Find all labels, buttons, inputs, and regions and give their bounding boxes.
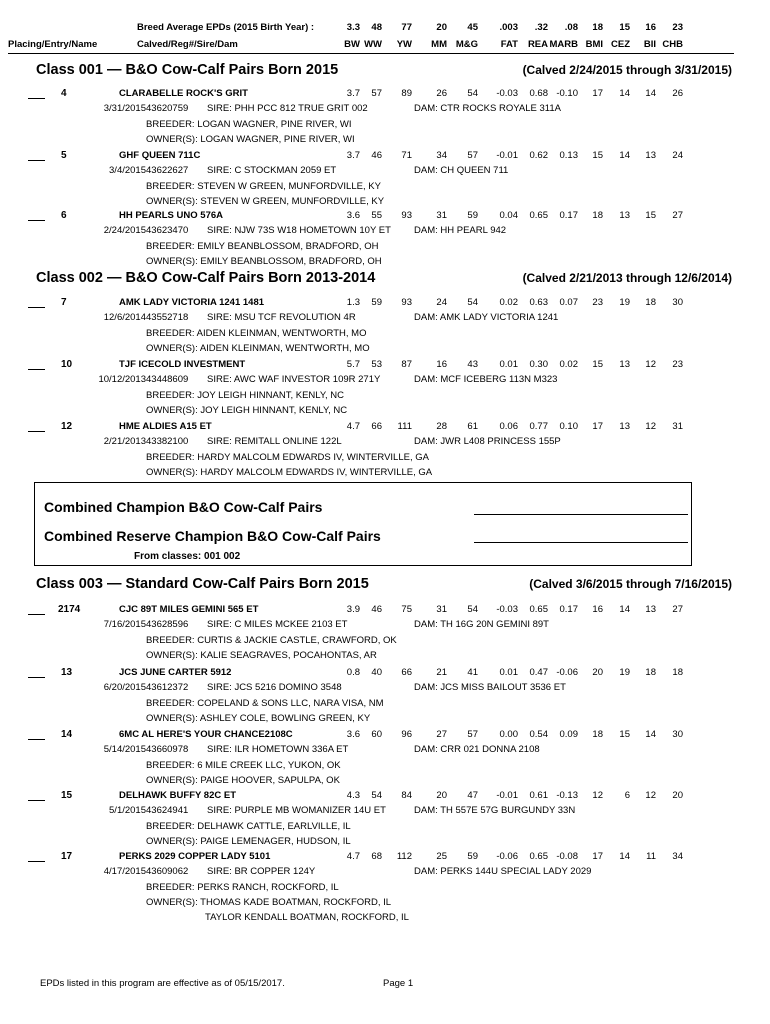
animal-name: TJF ICECOLD INVESTMENT xyxy=(119,359,246,370)
breeder: BREEDER: HARDY MALCOLM EDWARDS IV, WINTERVILLE, GA xyxy=(146,451,429,463)
entry-number: 7 xyxy=(61,297,67,308)
epd-column-header: MM xyxy=(431,39,447,50)
entry-number: 2174 xyxy=(58,604,81,615)
animal-name: CLARABELLE ROCK'S GRIT xyxy=(119,88,248,99)
owner-additional: TAYLOR KENDALL BOATMAN, ROCKFORD, IL xyxy=(205,912,409,924)
sire: SIRE: ILR HOMETOWN 336A ET xyxy=(207,744,349,756)
epd-value: 0.07 xyxy=(559,297,578,308)
breed-average-value: 77 xyxy=(401,22,412,33)
entry-number: 15 xyxy=(61,790,73,801)
epd-value: 0.01 xyxy=(499,359,518,370)
epd-value: 93 xyxy=(401,210,412,221)
sire: SIRE: JCS 5216 DOMINO 3548 xyxy=(207,682,342,694)
calved-date: 2/21/2013 xyxy=(103,436,146,448)
owner: OWNER(S): STEVEN W GREEN, MUNFORDVILLE, KY xyxy=(146,195,385,207)
breed-average-value: 45 xyxy=(467,22,478,33)
animal-name: HME ALDIES A15 ET xyxy=(119,421,212,432)
epd-value: 17 xyxy=(592,421,603,432)
epd-value: 66 xyxy=(371,421,382,432)
sire: SIRE: NJW 73S W18 HOMETOWN 10Y ET xyxy=(207,225,391,237)
epd-value: 96 xyxy=(401,729,412,740)
epd-value: -0.08 xyxy=(556,851,578,862)
sire: SIRE: AWC WAF INVESTOR 109R 271Y xyxy=(207,374,381,386)
class-title: Class 003 — Standard Cow-Calf Pairs Born 2015 xyxy=(36,576,369,592)
calved-date: 2/24/2015 xyxy=(103,225,146,237)
epd-value: 16 xyxy=(592,604,603,615)
epd-column-header: BMI xyxy=(585,39,603,50)
placing-blank[interactable] xyxy=(28,861,45,862)
placing-blank[interactable] xyxy=(28,614,45,615)
placing-blank[interactable] xyxy=(28,160,45,161)
breed-average-value: 3.3 xyxy=(346,22,360,33)
breeder: BREEDER: LOGAN WAGNER, PINE RIVER, WI xyxy=(146,118,352,130)
sire: SIRE: REMITALL ONLINE 122L xyxy=(207,436,342,448)
epd-value: 61 xyxy=(467,421,478,432)
epd-value: 75 xyxy=(401,604,412,615)
epd-value: 0.01 xyxy=(499,667,518,678)
epd-value: 13 xyxy=(645,150,656,161)
epd-value: 55 xyxy=(371,210,382,221)
epd-value: 18 xyxy=(645,667,656,678)
epd-value: -0.06 xyxy=(556,667,578,678)
epd-value: 41 xyxy=(467,667,478,678)
epd-value: 0.65 xyxy=(529,604,548,615)
epd-column-header: WW xyxy=(364,39,382,50)
epd-value: 3.6 xyxy=(346,210,360,221)
epd-value: 27 xyxy=(436,729,447,740)
epd-value: -0.01 xyxy=(496,150,518,161)
entry-number: 6 xyxy=(61,210,67,221)
epd-value: 0.8 xyxy=(346,667,360,678)
epd-value: 13 xyxy=(619,210,630,221)
breeder: BREEDER: CURTIS & JACKIE CASTLE, CRAWFORD, OK xyxy=(146,634,397,646)
entry-number: 17 xyxy=(61,851,73,862)
owner: OWNER(S): JOY LEIGH HINNANT, KENLY, NC xyxy=(146,404,348,416)
epd-value: 0.04 xyxy=(499,210,518,221)
placing-blank[interactable] xyxy=(28,369,45,370)
epd-value: 1.3 xyxy=(346,297,360,308)
animal-name: DELHAWK BUFFY 82C ET xyxy=(119,790,237,801)
epd-value: 0.02 xyxy=(559,359,578,370)
sire: SIRE: MSU TCF REVOLUTION 4R xyxy=(207,312,356,324)
entry-number: 14 xyxy=(61,729,73,740)
epd-column-header: M&G xyxy=(455,39,478,50)
epd-value: 17 xyxy=(592,88,603,99)
epd-value: 14 xyxy=(619,88,630,99)
class-date-range: (Calved 2/24/2015 through 3/31/2015) xyxy=(522,63,732,77)
epd-value: -0.01 xyxy=(496,790,518,801)
epd-value: 15 xyxy=(619,729,630,740)
class-title: Class 002 — B&O Cow-Calf Pairs Born 2013-2014 xyxy=(36,270,376,286)
epd-value: 54 xyxy=(371,790,382,801)
dam: DAM: AMK LADY VICTORIA 1241 xyxy=(414,312,559,324)
epd-value: 71 xyxy=(401,150,412,161)
sire: SIRE: PHH PCC 812 TRUE GRIT 002 xyxy=(207,103,368,115)
epd-value: 4.3 xyxy=(346,790,360,801)
epd-value: 59 xyxy=(467,210,478,221)
entry-number: 10 xyxy=(61,359,73,370)
breed-average-value: .08 xyxy=(564,22,578,33)
owner: OWNER(S): HARDY MALCOLM EDWARDS IV, WINTERVILLE, GA xyxy=(146,466,433,478)
calved-date: 3/31/2015 xyxy=(103,103,146,115)
epd-value: 25 xyxy=(436,851,447,862)
epd-value: 3.9 xyxy=(346,604,360,615)
sire: SIRE: BR COPPER 124Y xyxy=(207,866,316,878)
epd-value: 46 xyxy=(371,604,382,615)
epd-value: 57 xyxy=(467,150,478,161)
breeder: BREEDER: JOY LEIGH HINNANT, KENLY, NC xyxy=(146,389,344,401)
breed-average-label: Breed Average EPDs (2015 Birth Year) : xyxy=(137,22,315,33)
registration-number: 43609062 xyxy=(146,866,189,878)
breeder: BREEDER: DELHAWK CATTLE, EARLVILLE, IL xyxy=(146,820,351,832)
epd-value: -0.03 xyxy=(496,604,518,615)
epd-value: 16 xyxy=(436,359,447,370)
calved-date: 3/4/2015 xyxy=(109,165,146,177)
epd-value: 13 xyxy=(645,604,656,615)
epd-value: 14 xyxy=(645,729,656,740)
dam: DAM: CH QUEEN 711 xyxy=(414,165,509,177)
registration-number: 43660978 xyxy=(146,744,189,756)
epd-value: 6 xyxy=(624,790,630,801)
epd-value: 12 xyxy=(645,790,656,801)
breeder: BREEDER: COPELAND & SONS LLC, NARA VISA, NM xyxy=(146,697,384,709)
epd-value: 0.65 xyxy=(529,210,548,221)
epd-value: 20 xyxy=(592,667,603,678)
page-number: Page 1 xyxy=(383,978,414,989)
dam: DAM: MCF ICEBERG 113N M323 xyxy=(414,374,558,386)
epd-value: 87 xyxy=(401,359,412,370)
breed-average-value: 20 xyxy=(436,22,447,33)
epd-value: 0.62 xyxy=(529,150,548,161)
registration-number: 43382100 xyxy=(146,436,189,448)
epd-value: 53 xyxy=(371,359,382,370)
epd-column-header: FAT xyxy=(500,39,518,50)
sire: SIRE: PURPLE MB WOMANIZER 14U ET xyxy=(207,805,386,817)
epd-value: 20 xyxy=(436,790,447,801)
epd-value: 68 xyxy=(371,851,382,862)
column-header-calved: Calved/Reg#/Sire/Dam xyxy=(137,39,238,50)
epd-value: 0.17 xyxy=(559,210,578,221)
epd-value: 27 xyxy=(672,210,683,221)
epd-value: 59 xyxy=(467,851,478,862)
dam: DAM: JWR L408 PRINCESS 155P xyxy=(414,436,561,448)
epd-value: 14 xyxy=(619,851,630,862)
owner: OWNER(S): LOGAN WAGNER, PINE RIVER, WI xyxy=(146,133,355,145)
footer-note: EPDs listed in this program are effective as of 05/15/2017. xyxy=(40,978,285,989)
epd-column-header: BII xyxy=(643,39,656,50)
epd-value: 0.63 xyxy=(529,297,548,308)
epd-value: 15 xyxy=(645,210,656,221)
epd-value: -0.03 xyxy=(496,88,518,99)
registration-number: 43612372 xyxy=(146,682,189,694)
epd-value: 17 xyxy=(592,851,603,862)
class-date-range: (Calved 3/6/2015 through 7/16/2015) xyxy=(529,577,732,591)
epd-value: 0.47 xyxy=(529,667,548,678)
dam: DAM: TH 16G 20N GEMINI 89T xyxy=(414,619,549,631)
breed-average-value: 48 xyxy=(371,22,382,33)
epd-value: 14 xyxy=(645,88,656,99)
calved-date: 5/14/2015 xyxy=(103,744,146,756)
reserve-champion-blank xyxy=(474,542,688,543)
epd-value: 111 xyxy=(397,421,412,432)
epd-value: 3.6 xyxy=(346,729,360,740)
registration-number: 43620759 xyxy=(146,103,189,115)
dam: DAM: JCS MISS BAILOUT 3536 ET xyxy=(414,682,566,694)
epd-value: 12 xyxy=(645,421,656,432)
epd-column-header: CEZ xyxy=(611,39,630,50)
breed-average-value: .003 xyxy=(499,22,518,33)
epd-value: 24 xyxy=(436,297,447,308)
epd-value: -0.06 xyxy=(496,851,518,862)
sire: SIRE: C MILES MCKEE 2103 ET xyxy=(207,619,348,631)
epd-value: 57 xyxy=(371,88,382,99)
epd-value: 27 xyxy=(672,604,683,615)
registration-number: 43622627 xyxy=(146,165,189,177)
epd-value: 26 xyxy=(672,88,683,99)
epd-value: 54 xyxy=(467,604,478,615)
epd-value: 5.7 xyxy=(346,359,360,370)
breeder: BREEDER: PERKS RANCH, ROCKFORD, IL xyxy=(146,881,339,893)
registration-number: 43624941 xyxy=(146,805,189,817)
registration-number: 43448609 xyxy=(146,374,189,386)
calved-date: 7/16/2015 xyxy=(103,619,146,631)
dam: DAM: TH 557E 57G BURGUNDY 33N xyxy=(414,805,576,817)
calved-date: 4/17/2015 xyxy=(103,866,146,878)
owner: OWNER(S): EMILY BEANBLOSSOM, BRADFORD, OH xyxy=(146,255,382,267)
dam: DAM: CRR 021 DONNA 2108 xyxy=(414,744,540,756)
epd-value: 3.7 xyxy=(346,150,360,161)
champion-blank xyxy=(474,514,688,515)
epd-value: 15 xyxy=(592,359,603,370)
epd-value: 4.7 xyxy=(346,421,360,432)
epd-value: 18 xyxy=(645,297,656,308)
calved-date: 6/20/2015 xyxy=(103,682,146,694)
reserve-champion-label: Combined Reserve Champion B&O Cow-Calf Pairs xyxy=(44,528,381,544)
epd-value: 0.13 xyxy=(559,150,578,161)
epd-value: 40 xyxy=(371,667,382,678)
owner: OWNER(S): THOMAS KADE BOATMAN, ROCKFORD, IL xyxy=(146,896,392,908)
epd-value: 14 xyxy=(619,604,630,615)
epd-value: 0.10 xyxy=(559,421,578,432)
epd-value: 0.09 xyxy=(559,729,578,740)
epd-value: 46 xyxy=(371,150,382,161)
breeder: BREEDER: STEVEN W GREEN, MUNFORDVILLE, KY xyxy=(146,180,381,192)
dam: DAM: HH PEARL 942 xyxy=(414,225,507,237)
epd-value: 24 xyxy=(672,150,683,161)
epd-value: 12 xyxy=(645,359,656,370)
epd-value: 0.06 xyxy=(499,421,518,432)
champion-box xyxy=(34,482,692,566)
owner: OWNER(S): AIDEN KLEINMAN, WENTWORTH, MO xyxy=(146,342,370,354)
epd-value: 54 xyxy=(467,88,478,99)
epd-value: 54 xyxy=(467,297,478,308)
epd-value: 21 xyxy=(436,667,447,678)
epd-value: 30 xyxy=(672,297,683,308)
epd-value: 84 xyxy=(401,790,412,801)
breed-average-value: 18 xyxy=(592,22,603,33)
epd-value: 18 xyxy=(672,667,683,678)
epd-value: 18 xyxy=(592,210,603,221)
animal-name: GHF QUEEN 711C xyxy=(119,150,201,161)
calved-date: 12/6/2014 xyxy=(103,312,146,324)
epd-value: 28 xyxy=(436,421,447,432)
from-classes: From classes: 001 002 xyxy=(134,551,241,562)
epd-value: 43 xyxy=(467,359,478,370)
dam: DAM: CTR ROCKS ROYALE 311A xyxy=(414,103,561,115)
placing-blank[interactable] xyxy=(28,220,45,221)
entry-number: 5 xyxy=(61,150,67,161)
class-date-range: (Calved 2/21/2013 through 12/6/2014) xyxy=(522,271,732,285)
epd-value: 112 xyxy=(396,851,412,862)
breed-average-value: .32 xyxy=(534,22,548,33)
epd-value: 66 xyxy=(401,667,412,678)
epd-value: 59 xyxy=(371,297,382,308)
epd-value: 0.54 xyxy=(529,729,548,740)
epd-value: -0.10 xyxy=(556,88,578,99)
epd-value: 23 xyxy=(672,359,683,370)
epd-value: 57 xyxy=(467,729,478,740)
sire: SIRE: C STOCKMAN 2059 ET xyxy=(207,165,337,177)
calved-date: 10/12/2013 xyxy=(98,374,146,386)
registration-number: 43628596 xyxy=(146,619,189,631)
breed-average-value: 16 xyxy=(645,22,656,33)
epd-value: 12 xyxy=(592,790,603,801)
epd-value: 23 xyxy=(592,297,603,308)
animal-name: CJC 89T MILES GEMINI 565 ET xyxy=(119,604,259,615)
epd-column-header: REA xyxy=(527,39,548,50)
epd-value: 0.65 xyxy=(529,851,548,862)
placing-blank[interactable] xyxy=(28,307,45,308)
breeder: BREEDER: AIDEN KLEINMAN, WENTWORTH, MO xyxy=(146,327,367,339)
dam: DAM: PERKS 144U SPECIAL LADY 2029 xyxy=(414,866,592,878)
epd-value: 60 xyxy=(371,729,382,740)
epd-value: 0.77 xyxy=(529,421,548,432)
epd-value: 0.17 xyxy=(559,604,578,615)
epd-value: 31 xyxy=(436,210,447,221)
animal-name: HH PEARLS UNO 576A xyxy=(119,210,223,221)
epd-value: 15 xyxy=(592,150,603,161)
registration-number: 43552718 xyxy=(146,312,189,324)
entry-number: 12 xyxy=(61,421,73,432)
epd-value: 14 xyxy=(619,150,630,161)
column-header-placing: Placing/Entry/Name xyxy=(8,39,98,50)
epd-column-header: CHB xyxy=(662,39,683,50)
animal-name: PERKS 2029 COPPER LADY 5101 xyxy=(119,851,271,862)
breed-average-value: 23 xyxy=(672,22,683,33)
placing-blank[interactable] xyxy=(28,739,45,740)
epd-value: 34 xyxy=(436,150,447,161)
breeder: BREEDER: EMILY BEANBLOSSOM, BRADFORD, OH xyxy=(146,240,379,252)
epd-value: 19 xyxy=(619,667,630,678)
placing-blank[interactable] xyxy=(28,800,45,801)
placing-blank[interactable] xyxy=(28,98,45,99)
epd-value: 0.02 xyxy=(499,297,518,308)
epd-value: 0.00 xyxy=(499,729,518,740)
epd-value: 34 xyxy=(672,851,683,862)
owner: OWNER(S): ASHLEY COLE, BOWLING GREEN, KY xyxy=(146,712,371,724)
epd-value: 47 xyxy=(467,790,478,801)
epd-value: 13 xyxy=(619,421,630,432)
epd-value: 93 xyxy=(401,297,412,308)
placing-blank[interactable] xyxy=(28,431,45,432)
epd-column-header: YW xyxy=(396,39,412,50)
header-rule xyxy=(8,53,734,54)
epd-value: 31 xyxy=(672,421,683,432)
epd-value: 4.7 xyxy=(346,851,360,862)
calved-date: 5/1/2015 xyxy=(109,805,146,817)
epd-value: 89 xyxy=(401,88,412,99)
epd-value: 0.61 xyxy=(529,790,548,801)
epd-value: 13 xyxy=(619,359,630,370)
epd-column-header: MARB xyxy=(549,39,578,50)
epd-value: 31 xyxy=(436,604,447,615)
animal-name: AMK LADY VICTORIA 1241 1481 xyxy=(119,297,265,308)
owner: OWNER(S): PAIGE LEMENAGER, HUDSON, IL xyxy=(146,835,351,847)
epd-value: 3.7 xyxy=(346,88,360,99)
breeder: BREEDER: 6 MILE CREEK LLC, YUKON, OK xyxy=(146,759,341,771)
epd-value: 20 xyxy=(672,790,683,801)
class-title: Class 001 — B&O Cow-Calf Pairs Born 2015 xyxy=(36,62,339,78)
epd-value: 19 xyxy=(619,297,630,308)
epd-value: -0.13 xyxy=(556,790,578,801)
champion-label: Combined Champion B&O Cow-Calf Pairs xyxy=(44,499,323,515)
entry-number: 13 xyxy=(61,667,73,678)
placing-blank[interactable] xyxy=(28,677,45,678)
epd-value: 0.30 xyxy=(529,359,548,370)
epd-value: 18 xyxy=(592,729,603,740)
epd-value: 0.68 xyxy=(529,88,548,99)
epd-value: 26 xyxy=(436,88,447,99)
epd-value: 30 xyxy=(672,729,683,740)
epd-value: 11 xyxy=(646,851,656,862)
registration-number: 43623470 xyxy=(146,225,189,237)
breed-average-value: 15 xyxy=(619,22,630,33)
owner: OWNER(S): KALIE SEAGRAVES, POCAHONTAS, AR xyxy=(146,649,377,661)
animal-name: 6MC AL HERE'S YOUR CHANCE2108C xyxy=(119,729,293,740)
entry-number: 4 xyxy=(61,88,67,99)
animal-name: JCS JUNE CARTER 5912 xyxy=(119,667,232,678)
epd-column-header: BW xyxy=(344,39,360,50)
owner: OWNER(S): PAIGE HOOVER, SAPULPA, OK xyxy=(146,774,340,786)
